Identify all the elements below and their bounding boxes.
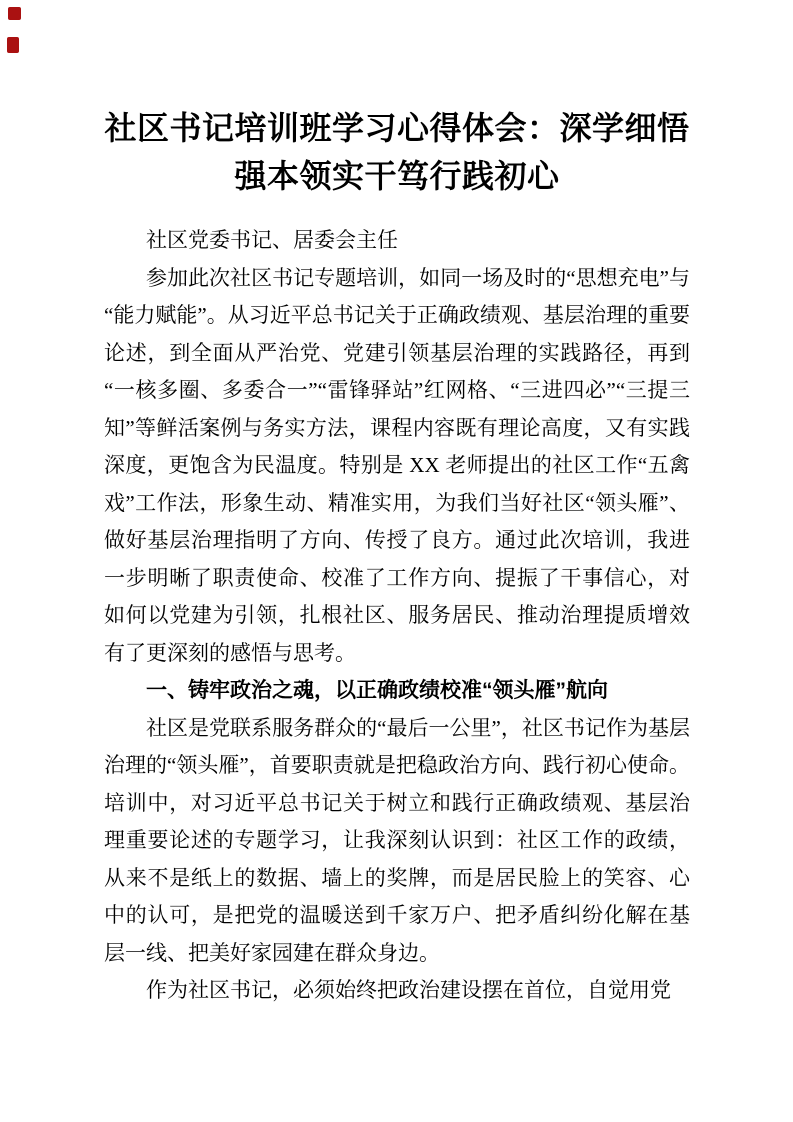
section-1-paragraph-1: 社区是党联系服务群众的“最后一公里”，社区书记作为基层治理的“领头雁”，首要职责就是把稳政治方向、践行初心使命。培训中，对习近平总书记关于树立和践行正确政绩观、基层治理重要论述的专题学习，让我深刻认识到：社区工作的政绩，从来不是纸上的数据、墙上的奖牌，而是居民脸上的笑容、心中的认可，是把党的温暖送到千家万户、把矛盾纠纷化解在基层一线、把美好家园建在群众身边。 xyxy=(104,715,690,965)
section-heading-1: 一、铸牢政治之魂，以正确政绩校准“领头雁”航向 xyxy=(146,679,608,702)
document-body xyxy=(104,222,690,1010)
red-stamp-icon xyxy=(8,7,21,20)
intro-paragraph: 参加此次社区书记专题培训，如同一场及时的“思想充电”与“能力赋能”。从习近平总书记关于正确政绩观、基层治理的重要论述，到全面从严治党、党建引领基层治理的实践路径，再到“一核多圈、多委合一”“雷锋驿站”红网格、“三进四必”“三提三知”等鲜活案例与务实方法，课程内容既有理论高度，又有实践深度，更饱含为民温度。特别是 XX 老师提出的社区工作“五禽戏”工作法，形象生动、精准实用，为我们当好社区“领头雁”、做好基层治理指明了方向、传授了良方。通过此次培训，我进一步明晰了职责使命、校准了工作方向、提振了干事信心，对如何以党建为引领，扎根社区、服务居民、推动治理提质增效有了更深刻的感悟与思考。 xyxy=(104,265,690,665)
section-1-paragraph-2: 作为社区书记，必须始终把政治建设摆在首位，自觉用党 xyxy=(146,978,671,1002)
red-stamp-icon xyxy=(7,37,19,53)
byline: 社区党委书记、居委会主任 xyxy=(146,228,398,252)
document-title: 社区书记培训班学习心得体会：深学细悟强本领实干笃行践初心 xyxy=(104,110,690,194)
